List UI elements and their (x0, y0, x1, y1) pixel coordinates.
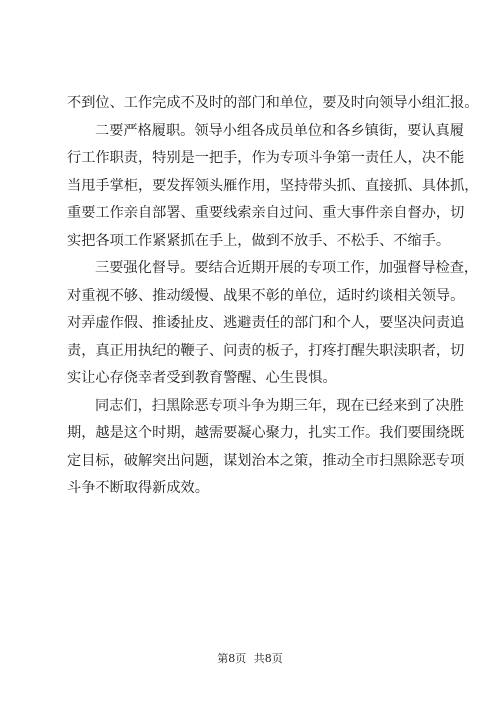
text-line: 对弄虚作假、推诿扯皮、逃避责任的部门和个人，要坚决问责追 (67, 315, 465, 331)
text-line: 责，真正用执纪的鞭子、问责的板子，打疼打醒失职渎职者，切 (67, 342, 465, 359)
document-body (67, 90, 479, 503)
text-line: 对重视不够、推动缓慢、战果不彰的单位，适时约谈相关领导。 (67, 287, 465, 304)
page-footer (0, 650, 500, 666)
text-line: 行工作职责，特别是一把手，作为专项斗争第一责任人，决不能 (67, 150, 465, 166)
text-line: 实把各项工作紧紧抓在手上，做到不放手、不松手、不缩手。 (67, 232, 451, 249)
text-line: 斗争不断取得新成效。 (67, 480, 209, 496)
text-line: 期，越是这个时期，越需要凝心聚力，扎实工作。我们要围绕既 (67, 425, 465, 441)
text-line: 同志们，扫黑除恶专项斗争为期三年，现在已经来到了决胜 (95, 397, 464, 414)
page-total: 共8页 (253, 652, 283, 665)
text-line: 定目标，破解突出问题，谋划治本之策，推动全市扫黑除恶专项 (67, 452, 465, 469)
text-line: 当甩手掌柜，要发挥领头雁作用，坚持带头抓、直接抓、具体抓， (67, 177, 479, 194)
text-line: 实让心存侥幸者受到教育警醒、心生畏惧。 (67, 370, 337, 386)
text-line: 二要严格履职。领导小组各成员单位和各乡镇街，要认真履 (95, 122, 464, 139)
page-number: 第8页 (217, 652, 247, 665)
text-line: 三要强化督导。要结合近期开展的专项工作，加强督导检查， (95, 260, 479, 276)
text-line: 不到位、工作完成不及时的部门和单位，要及时向领导小组汇报。 (67, 95, 479, 111)
text-line: 重要工作亲自部署、重要线索亲自过问、重大事件亲自督办，切 (67, 205, 465, 221)
